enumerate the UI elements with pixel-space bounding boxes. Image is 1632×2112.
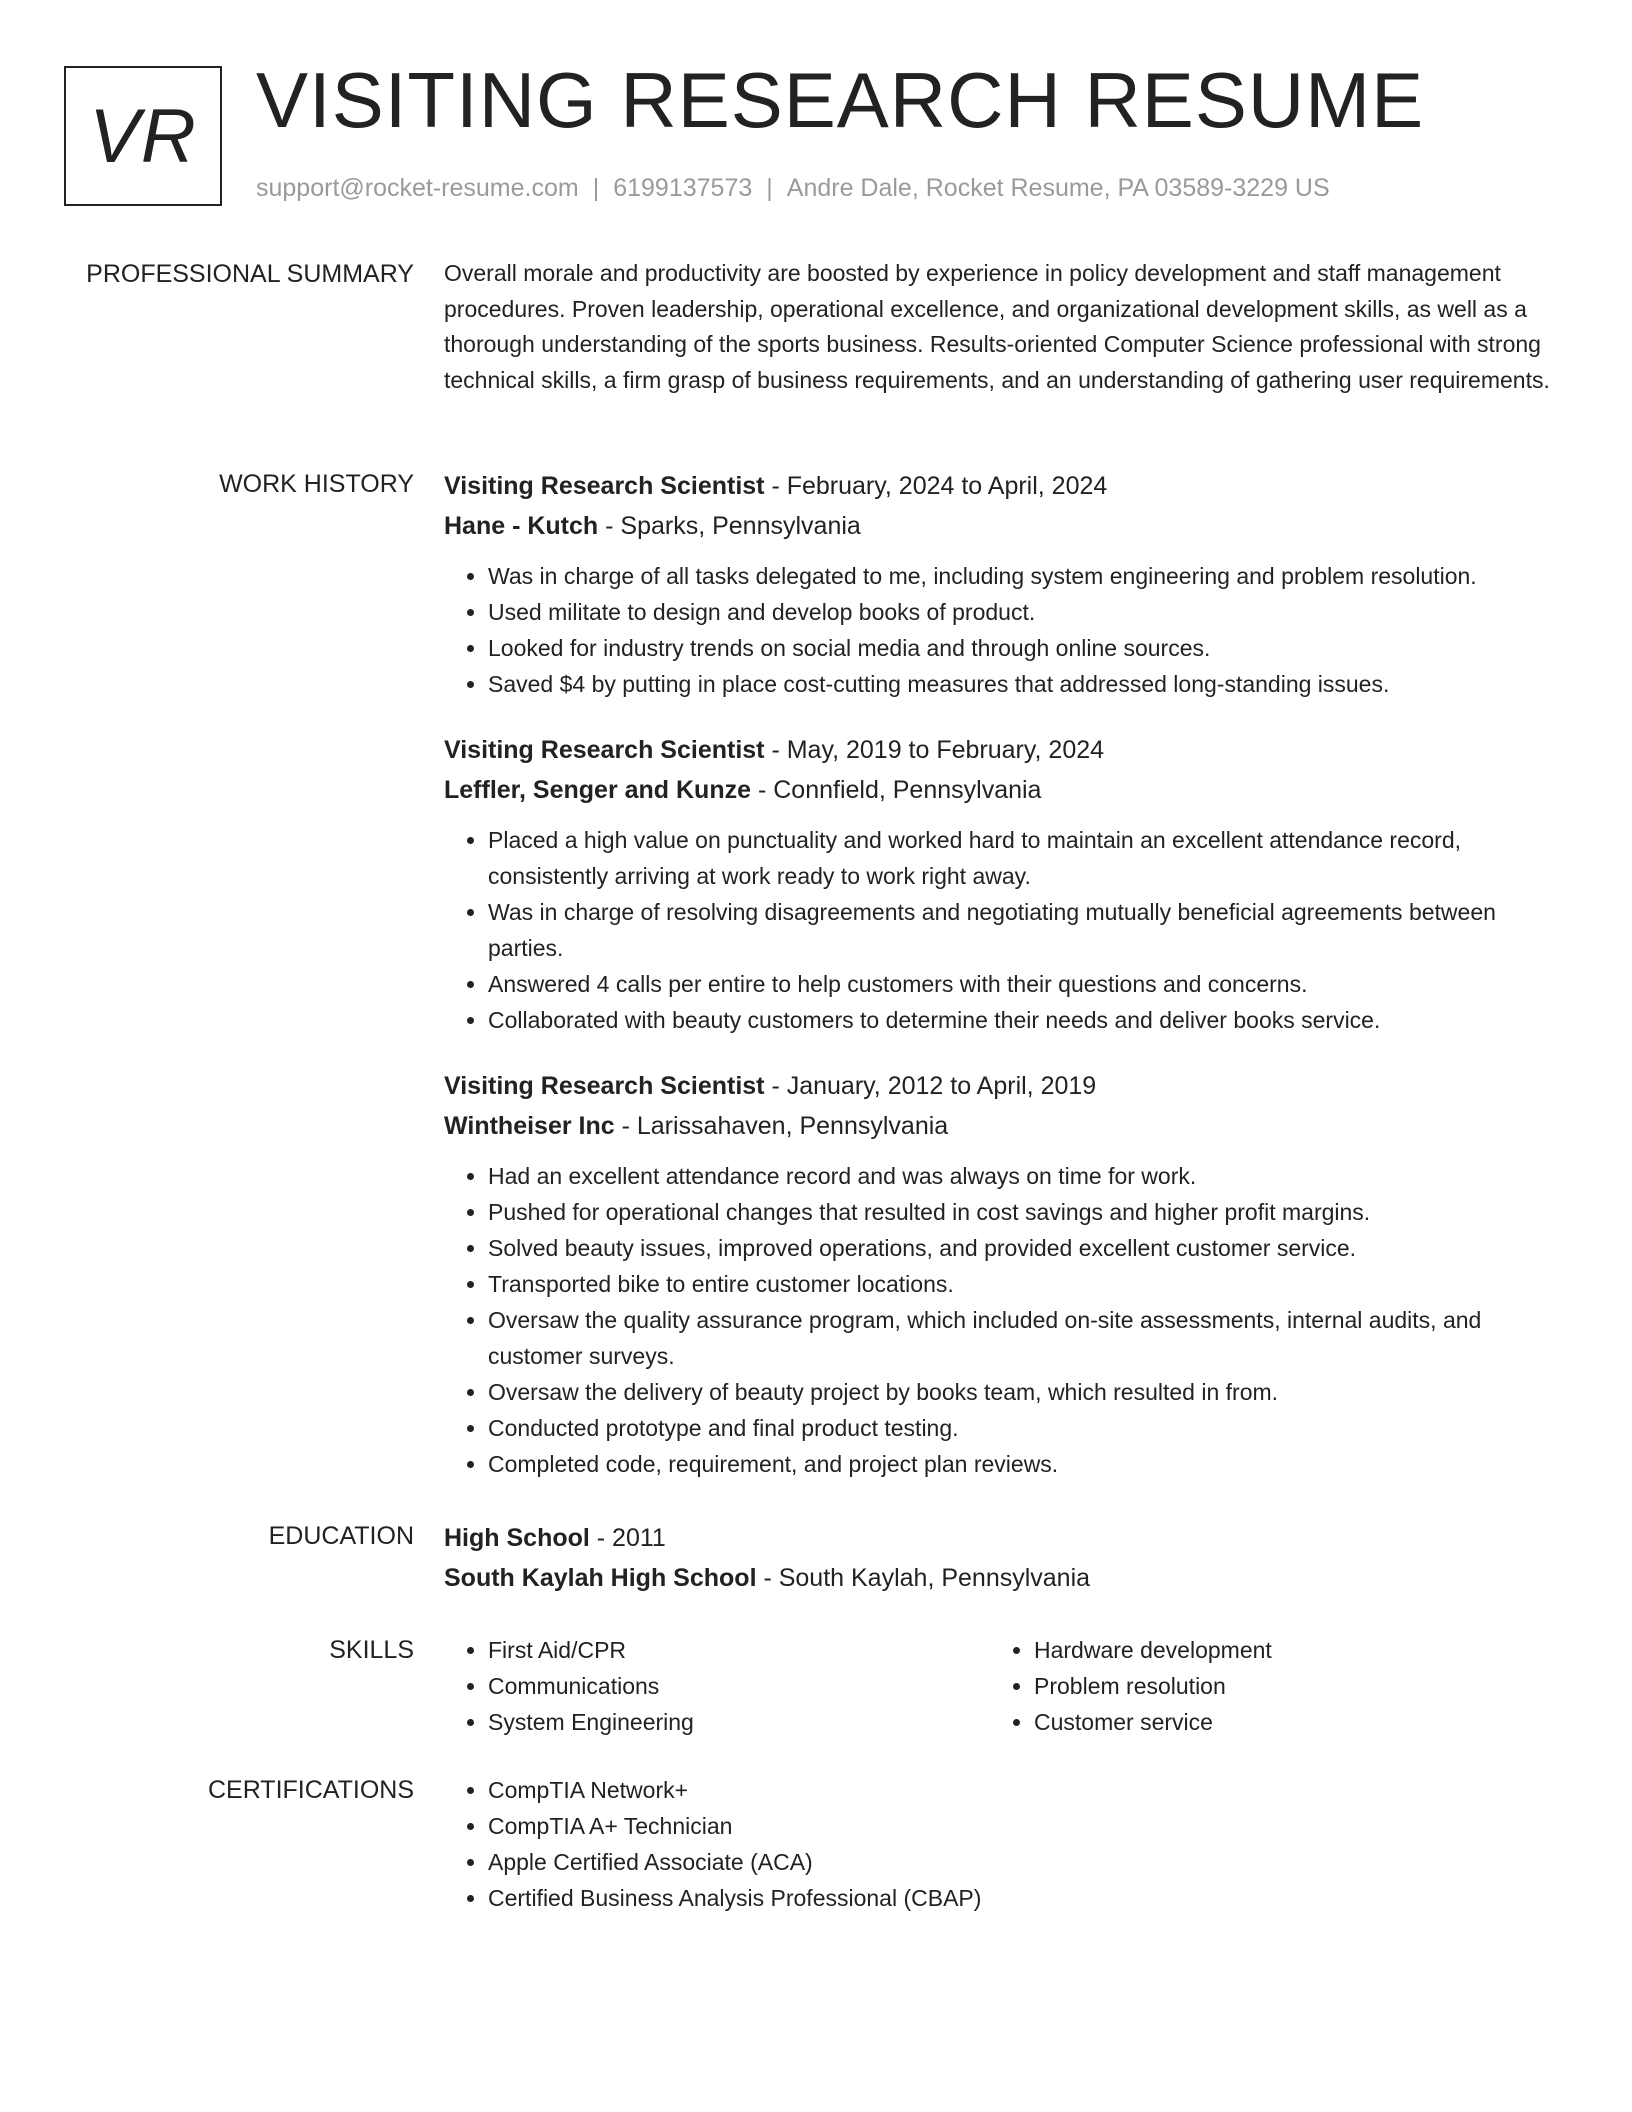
contact-separator: | bbox=[592, 174, 600, 202]
contact-address: Andre Dale, Rocket Resume, PA 03589-3229 US bbox=[786, 174, 1330, 202]
education-school: South Kaylah High School bbox=[444, 1564, 757, 1592]
job-entry bbox=[444, 466, 1560, 702]
skill-item: • Problem resolution bbox=[1034, 1668, 1536, 1704]
summary-text: Overall morale and productivity are boosted by experience in policy development and staff management procedures. Proven leadership, operational excellence, and organizational development skills, as well as a thorough understanding of the sports business. Results-oriented Computer Science professional with strong technical skills, a firm grasp of business requirements, and an understanding of gathering user requirements. bbox=[444, 260, 1550, 393]
summary-body bbox=[444, 256, 1560, 398]
job-title: Visiting Research Scientist bbox=[444, 736, 765, 764]
skill-item: • First Aid/CPR bbox=[488, 1632, 990, 1668]
skills-column-left bbox=[444, 1632, 990, 1740]
job-bullet: • Was in charge of all tasks delegated to me, including system engineering and problem resolution. bbox=[488, 558, 1560, 594]
job-bullet: • Answered 4 calls per entire to help customers with their questions and concerns. bbox=[488, 966, 1560, 1002]
job-entry bbox=[444, 1066, 1560, 1482]
job-title: Visiting Research Scientist bbox=[444, 472, 765, 500]
company-name: Wintheiser Inc bbox=[444, 1112, 615, 1140]
job-bullet: • Transported bike to entire customer locations. bbox=[488, 1266, 1560, 1302]
skill-item: • Hardware development bbox=[1034, 1632, 1536, 1668]
skills-list-left bbox=[444, 1632, 990, 1740]
contact-email: support@rocket-resume.com bbox=[256, 174, 579, 202]
job-title-line bbox=[444, 466, 1560, 506]
education-school-line bbox=[444, 1558, 1560, 1598]
job-bullets bbox=[444, 1158, 1560, 1482]
job-bullet: • Solved beauty issues, improved operations, and provided excellent customer service. bbox=[488, 1230, 1560, 1266]
job-bullet: • Conducted prototype and final product testing. bbox=[488, 1410, 1560, 1446]
section-label-education: EDUCATION bbox=[268, 1522, 414, 1550]
company-name: Hane - Kutch bbox=[444, 512, 599, 540]
job-dates: - May, 2019 to February, 2024 bbox=[764, 736, 1105, 764]
education-year: - 2011 bbox=[589, 1524, 666, 1552]
certification-item: • Certified Business Analysis Professional (CBAP) bbox=[488, 1880, 1560, 1916]
job-bullet: • Used militate to design and develop books of product. bbox=[488, 594, 1560, 630]
company-line bbox=[444, 506, 1560, 546]
skills-column-right bbox=[990, 1632, 1536, 1740]
certification-item: • CompTIA Network+ bbox=[488, 1772, 1560, 1808]
company-location: - Larissahaven, Pennsylvania bbox=[614, 1112, 949, 1140]
job-bullet: • Looked for industry trends on social media and through online sources. bbox=[488, 630, 1560, 666]
skills-list-right bbox=[990, 1632, 1536, 1740]
job-bullet: • Placed a high value on punctuality and worked hard to maintain an excellent attendance record, consistently arriving at work ready to work right away. bbox=[488, 822, 1560, 894]
skill-item: • Communications bbox=[488, 1668, 990, 1704]
job-bullet: • Pushed for operational changes that resulted in cost savings and higher profit margins. bbox=[488, 1194, 1560, 1230]
education-body bbox=[444, 1518, 1560, 1598]
section-label-certifications: CERTIFICATIONS bbox=[207, 1776, 414, 1804]
certification-item: • CompTIA A+ Technician bbox=[488, 1808, 1560, 1844]
resume-title: VISITING RESEARCH RESUME bbox=[256, 56, 1425, 144]
company-location: - Connfield, Pennsylvania bbox=[751, 776, 1042, 804]
contact-line bbox=[256, 174, 1330, 203]
job-bullet: • Was in charge of resolving disagreements and negotiating mutually beneficial agreements between parties. bbox=[488, 894, 1560, 966]
certifications-list bbox=[444, 1772, 1560, 1916]
job-dates: - February, 2024 to April, 2024 bbox=[764, 472, 1108, 500]
job-bullet: • Completed code, requirement, and project plan reviews. bbox=[488, 1446, 1560, 1482]
skill-item: • System Engineering bbox=[488, 1704, 990, 1740]
work-history-body bbox=[444, 466, 1560, 1510]
company-line bbox=[444, 1106, 1560, 1146]
job-bullets bbox=[444, 558, 1560, 702]
contact-phone: 6199137573 bbox=[613, 174, 753, 202]
job-title: Visiting Research Scientist bbox=[444, 1072, 765, 1100]
monogram-box: VR bbox=[64, 66, 222, 206]
job-bullet: • Collaborated with beauty customers to determine their needs and deliver books service. bbox=[488, 1002, 1560, 1038]
skills-body bbox=[444, 1632, 1560, 1740]
contact-separator: | bbox=[766, 174, 773, 202]
certifications-body bbox=[444, 1772, 1560, 1916]
job-bullet: • Oversaw the delivery of beauty project by books team, which resulted in from. bbox=[488, 1374, 1560, 1410]
job-bullets bbox=[444, 822, 1560, 1038]
job-bullet: • Had an excellent attendance record and was always on time for work. bbox=[488, 1158, 1560, 1194]
company-location: - Sparks, Pennsylvania bbox=[598, 512, 861, 540]
certification-item: • Apple Certified Associate (ACA) bbox=[488, 1844, 1560, 1880]
section-label-work-history: WORK HISTORY bbox=[219, 470, 414, 498]
job-title-line bbox=[444, 1066, 1560, 1106]
section-label-summary: PROFESSIONAL SUMMARY bbox=[86, 260, 414, 288]
company-line bbox=[444, 770, 1560, 810]
education-location: - South Kaylah, Pennsylvania bbox=[756, 1564, 1091, 1592]
job-bullet: • Saved $4 by putting in place cost-cutting measures that addressed long-standing issues. bbox=[488, 666, 1560, 702]
job-bullet: • Oversaw the quality assurance program, which included on-site assessments, internal audits, and customer surveys. bbox=[488, 1302, 1560, 1374]
job-title-line bbox=[444, 730, 1560, 770]
company-name: Leffler, Senger and Kunze bbox=[444, 776, 752, 804]
education-degree-line bbox=[444, 1518, 1560, 1558]
job-dates: - January, 2012 to April, 2019 bbox=[764, 1072, 1097, 1100]
job-entry bbox=[444, 730, 1560, 1038]
education-degree: High School bbox=[444, 1524, 590, 1552]
section-label-skills: SKILLS bbox=[329, 1636, 414, 1664]
skill-item: • Customer service bbox=[1034, 1704, 1536, 1740]
